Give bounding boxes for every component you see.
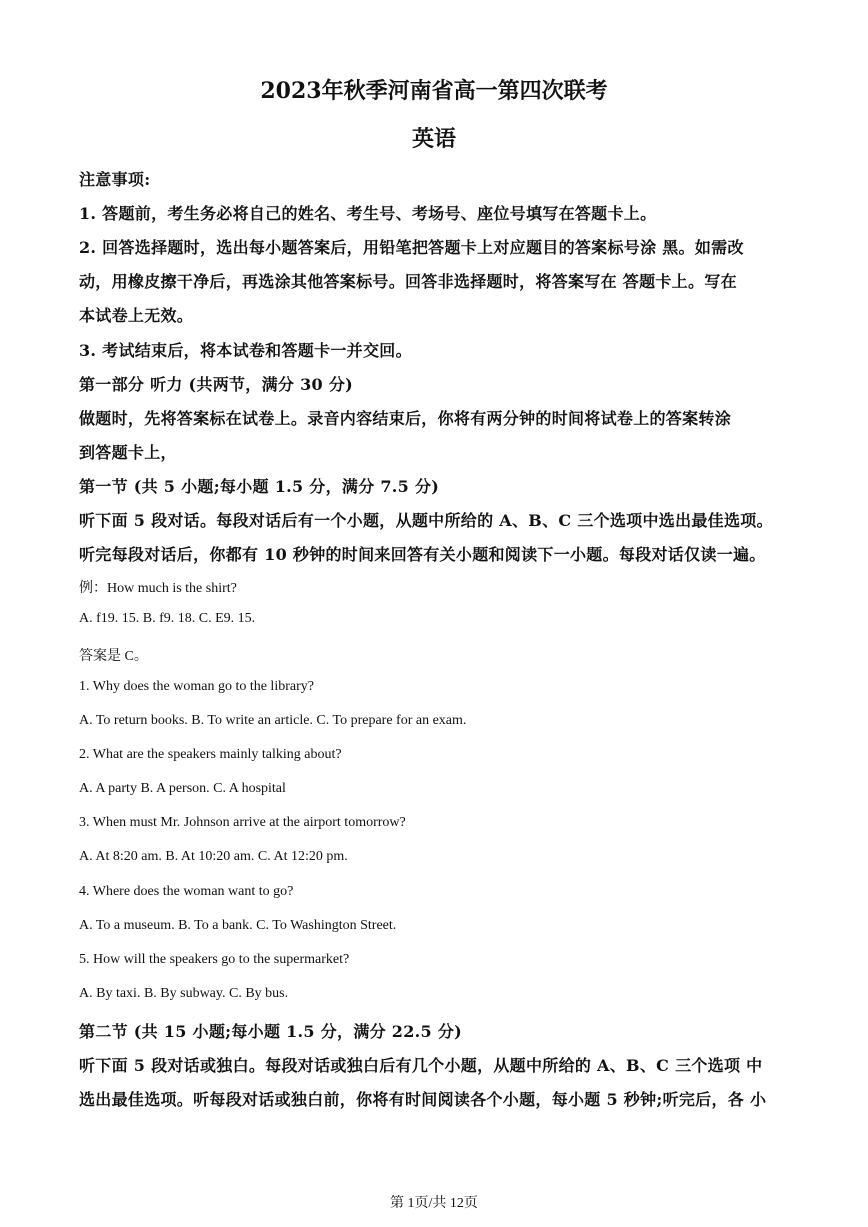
- notice-line: 1. 答题前，考生务必将自己的姓名、考生号、考场号、座位号填写在答题卡上。: [79, 204, 657, 223]
- question-options: A. To return books. B. To write an article. C. To prepare for an exam.: [79, 713, 467, 728]
- question-options: A. To a museum. B. To a bank. C. To Washington Street.: [79, 918, 397, 933]
- question-options: A. A party B. A person. C. A hospital: [79, 781, 286, 796]
- notice-line: 2. 回答选择题时，选出每小题答案后，用铅笔把答题卡上对应题目的答案标号涂 黑。如需改: [79, 238, 744, 257]
- section2-heading: 第二节 (共 15 小题;每小题 1.5 分，满分 22.5 分): [79, 1022, 463, 1041]
- example-question: 例：How much is the shirt?: [79, 581, 237, 596]
- example-answer: 答案是 C。: [79, 649, 148, 664]
- exam-subject: 英语: [411, 126, 456, 152]
- question-text: 2. What are the speakers mainly talking about?: [79, 747, 342, 762]
- question-text: 3. When must Mr. Johnson arrive at the airport tomorrow?: [79, 815, 406, 830]
- question-text: 1. Why does the woman go to the library?: [79, 679, 314, 694]
- question-options: A. By taxi. B. By subway. C. By bus.: [79, 986, 289, 1001]
- notice-line: 动，用橡皮擦干净后，再选涂其他答案标号。回答非选择题时，将答案写在 答题卡上。写在: [79, 272, 737, 291]
- section2-intro-line: 听下面 5 段对话或独白。每段对话或独白后有几个小题，从题中所给的 A、B、C 三个选项 中: [79, 1056, 763, 1075]
- page-footer: 第 1页/共 12页: [390, 1196, 478, 1211]
- question-text: 4. Where does the woman want to go?: [79, 884, 294, 899]
- section1-heading: 第一节 (共 5 小题;每小题 1.5 分，满分 7.5 分): [79, 477, 440, 496]
- section2-intro-line: 选出最佳选项。听每段对话或独白前，你将有时间阅读各个小题，每小题 5 秒钟;听完后，各 小: [79, 1090, 767, 1109]
- section1-intro-line: 听完每段对话后，你都有 10 秒钟的时间来回答有关小题和阅读下一小题。每段对话仅读一遍。: [79, 545, 766, 564]
- part1-intro-line: 做题时，先将答案标在试卷上。录音内容结束后，你将有两分钟的时间将试卷上的答案转涂: [79, 409, 732, 428]
- notice-line: 本试卷上无效。: [79, 306, 194, 325]
- part1-intro-line: 到答题卡上，: [79, 443, 177, 462]
- example-options: A. f19. 15. B. f9. 18. C. E9. 15.: [79, 611, 256, 626]
- question-options: A. At 8:20 am. B. At 10:20 am. C. At 12:20 pm.: [79, 849, 348, 864]
- exam-title: 2023年秋季河南省高一第四次联考: [260, 78, 608, 104]
- notice-heading: 注意事项:: [79, 170, 151, 189]
- notice-line: 3. 考试结束后，将本试卷和答题卡一并交回。: [79, 341, 412, 360]
- section1-intro-line: 听下面 5 段对话。每段对话后有一个小题，从题中所给的 A、B、C 三个选项中选出最佳选项。: [79, 511, 773, 530]
- question-text: 5. How will the speakers go to the supermarket?: [79, 952, 350, 967]
- part1-heading: 第一部分 听力 (共两节，满分 30 分): [79, 375, 353, 394]
